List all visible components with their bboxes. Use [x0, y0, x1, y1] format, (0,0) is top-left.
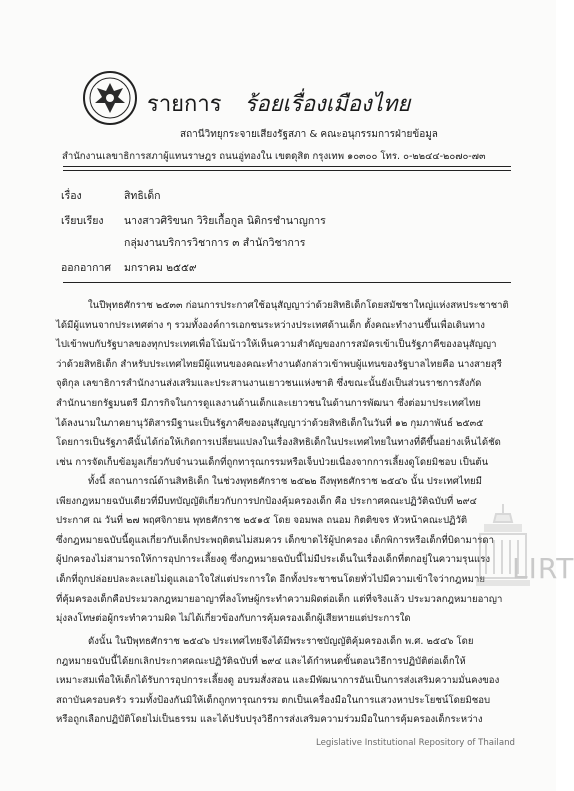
- paragraph-line: โดยการเป็นรัฐภาคีนั้นได้ก่อให้เกิดการเปลี่ยนแปลงในเรื่องสิทธิเด็กในประเทศไทยในทางที่ดีขึ้นอย่างเห็นได้ชัด: [56, 437, 501, 449]
- subject-label: เรื่อง: [61, 190, 82, 202]
- subject-value: สิทธิเด็ก: [124, 190, 161, 202]
- paragraph-line: เพียงกฎหมายฉบับเดียวที่มีบทบัญญัติเกี่ยวกับการปกป้องคุ้มครองเด็ก คือ ประกาศคณะปฏิวัติฉบับที่ ๒๙๔: [56, 495, 477, 507]
- author-label: เรียบเรียง: [61, 215, 104, 227]
- paragraph-line: ไปเข้าพบกับรัฐบาลของทุกประเทศเพื่อโน้มน้าวให้เห็นความสำคัญของการสมัครเข้าเป็นรัฐภาคีของอนุสัญญา: [56, 339, 497, 351]
- paragraph-2: [56, 472, 518, 629]
- paragraph-line: เช่น การจัดเก็บข้อมูลเกี่ยวกับจำนวนเด็กที่ถูกทารุณกรรมหรือเจ็บป่วยเนื่องจากการเลี้ยงดูโดยมิชอบ เป็นต้น: [56, 456, 489, 468]
- watermark-caption: Legislative Institutional Repository of Thailand: [316, 738, 515, 748]
- paragraph-3: [56, 632, 518, 730]
- title-sub: ร้อยเรื่องเมืองไทย: [244, 92, 411, 117]
- paragraph-line: ว่าด้วยสิทธิเด็ก สำหรับประเทศไทยมีผู้แทนของคณะทำงานดังกล่าวเข้าพบผู้แทนของรัฐบาลไทยคือ นางสายสุรี: [56, 358, 502, 370]
- paragraph-line: มุ่งลงโทษต่อผู้กระทำความผิด ไม่ได้เกี่ยวข้องกับการคุ้มครองเด็กผู้เสียหายแต่ประการใด: [56, 613, 411, 625]
- header-divider-top: [63, 166, 511, 167]
- paragraph-line: จุติกุล เลขาธิการสำนักงานส่งเสริมและประสานงานเยาวชนแห่งชาติ ซึ่งขณะนั้นยังเป็นส่วนราชการสังกัด: [56, 378, 482, 390]
- author-unit: กลุ่มงานบริการวิชาการ ๓ สำนักวิชาการ: [124, 237, 306, 249]
- header-divider-bottom: [63, 170, 511, 171]
- paragraph-line: ดังนั้น ในปีพุทธศักราช ๒๕๔๖ ประเทศไทยจึงได้มีพระราชบัญญัติคุ้มครองเด็ก พ.ศ. ๒๕๔๖ โดย: [88, 636, 474, 647]
- paragraph-line: ประกาศ ณ วันที่ ๒๗ พฤศจิกายน พุทธศักราช ๒๕๑๕ โดย จอมพล ถนอม กิตติขจร หัวหน้าคณะปฏิวัติ: [56, 515, 468, 527]
- airdate-label: ออกอากาศ: [61, 262, 112, 274]
- paragraph-line: ในปีพุทธศักราช ๒๕๓๓ ก่อนการประกาศใช้อนุสัญญาว่าด้วยสิทธิเด็กโดยสมัชชาใหญ่แห่งสหประชาชาติ: [88, 300, 509, 311]
- author-name: นางสาวศิริขนก วิริยเกื้อกูล นิติกรชำนาญการ: [124, 215, 326, 227]
- title-main: รายการ: [147, 92, 222, 117]
- paragraph-line: สำนักนายกรัฐมนตรี มีภารกิจในการดูแลงานด้านเด็กและเยาวชนในด้านการพัฒนา ซึ่งต่อมาประเทศไทย: [56, 397, 481, 409]
- meta-divider: [63, 282, 511, 283]
- paragraph-line: ซึ่งกฎหมายฉบับนี้ดูแลเกี่ยวกับเด็กประพฤติตนไม่สมควร เด็กขาดไร้ผู้ปกครอง เด็กพิการหรือเด็กที่บิดามารดา: [56, 534, 494, 546]
- paragraph-line: ได้มีผู้แทนจากประเทศต่าง ๆ รวมทั้งองค์การเอกชนระหว่างประเทศด้านเด็ก ตั้งคณะทำงานขึ้นเพื่อเดินทาง: [56, 319, 485, 331]
- organization-line: สถานีวิทยุกระจายเสียงรัฐสภา & คณะอนุกรรมการฝ่ายข้อมูล: [180, 129, 438, 140]
- paragraph-line: ได้ลงนามในภาคยานุวัติสารมีฐานะเป็นรัฐภาคีของอนุสัญญาว่าด้วยสิทธิเด็กในวันที่ ๑๒ กุมภาพันธ์ ๒๕๓๕: [56, 417, 484, 429]
- address-line: สำนักงานเลขาธิการสภาผู้แทนราษฎร ถนนอู่ทองใน เขตดุสิต กรุงเทพ ๑๐๓๐๐ โทร. ๐-๒๒๔๔-๒๐๗๐-๗๓: [62, 151, 486, 162]
- paragraph-line: กฎหมายฉบับนี้ได้ยกเลิกประกาศคณะปฏิวัติฉบับที่ ๒๙๔ และได้กำหนดขั้นตอนวิธีการปฏิบัติต่อเด็กให้: [56, 655, 466, 667]
- watermark-logo-text: LIRT: [512, 552, 574, 585]
- paragraph-line: เด็กที่ถูกปล่อยปละละเลยไม่ดูแลเอาใจใส่แต่ประการใด อีกทั้งประชาชนโดยทั่วไปมีความเข้าใจว่ากฎหมาย: [56, 573, 486, 585]
- paragraph-line: สถาบันครอบครัว รวมทั้งป้องกันมิให้เด็กถูกทารุณกรรม ตกเป็นเครื่องมือในการแสวงหาประโยชน์โดยมิชอบ: [56, 694, 491, 706]
- paragraph-line: หรือถูกเลือกปฏิบัติโดยไม่เป็นธรรม และได้ปรับปรุงวิธีการส่งเสริมความร่วมมือในการคุ้มครองเด็กระหว่าง: [56, 714, 483, 726]
- paragraph-1: [56, 296, 518, 472]
- airdate-value: มกราคม ๒๕๕๙: [124, 262, 197, 274]
- paragraph-line: ผู้ปกครองไม่สามารถให้การอุปการะเลี้ยงดู ซึ่งกฎหมายฉบับนี้ไม่มีประเด็นในเรื่องเด็กที่ตกอยู่ในความรุนแรง: [56, 554, 491, 566]
- paragraph-line: เหมาะสมเพื่อให้เด็กได้รับการอุปการะเลี้ยงดู อบรมสั่งสอน และมีพัฒนาการอันเป็นการส่งเสริมความมั่นคงของ: [56, 675, 500, 687]
- program-title: [147, 86, 410, 121]
- paragraph-line: ที่คุ้มครองเด็กคือประมวลกฎหมายอาญาที่ลงโทษผู้กระทำความผิดต่อเด็ก แต่ที่จริงแล้ว ประมวลกฎหมายอาญา: [56, 593, 503, 605]
- garuda-seal-icon: [82, 70, 138, 126]
- paragraph-line: ทั้งนี้ สถานการณ์ด้านสิทธิเด็ก ในช่วงพุทธศักราช ๒๕๒๒ ถึงพุทธศักราช ๒๕๔๖ นั้น ประเทศไทยมี: [88, 476, 482, 487]
